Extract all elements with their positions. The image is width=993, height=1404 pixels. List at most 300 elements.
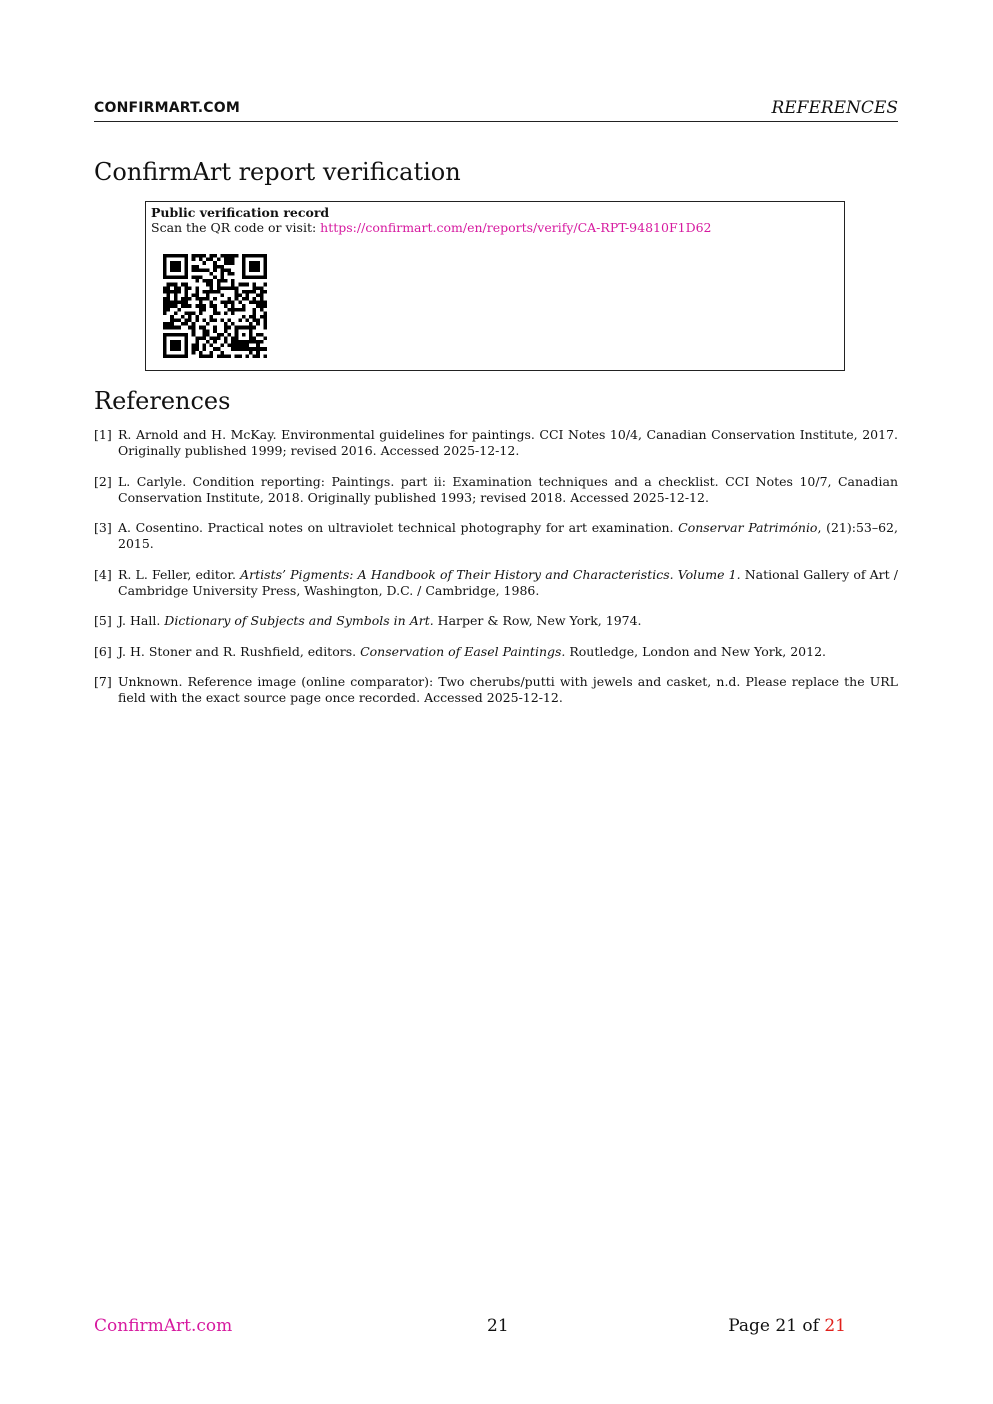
qr-module: [188, 297, 192, 301]
reference-text: Unknown. Reference image (online comparator): Two cherubs/putti with jewels and casket, n.d. Please replace the URL field with the exact source page once recorded. Accessed 2025-12-12.: [118, 674, 898, 705]
qr-module: [195, 297, 199, 301]
qr-module: [202, 254, 206, 258]
qr-module: [174, 265, 178, 269]
qr-module: [174, 268, 178, 272]
qr-module: [199, 254, 203, 258]
qr-module: [263, 347, 267, 351]
qr-module: [242, 272, 246, 276]
qr-module: [245, 344, 249, 348]
qr-module: [238, 326, 242, 330]
qr-module: [188, 304, 192, 308]
qr-module: [163, 265, 167, 269]
qr-module: [170, 283, 174, 287]
qr-module: [167, 354, 171, 358]
qr-module: [163, 351, 167, 355]
qr-module: [238, 293, 242, 297]
qr-module: [245, 297, 249, 301]
reference-item: [94, 644, 898, 660]
reference-title: Dictionary of Subjects and Symbols in Art.: [164, 613, 434, 628]
qr-module: [170, 265, 174, 269]
qr-module: [206, 297, 210, 301]
qr-module: [177, 268, 181, 272]
reference-text: L. Carlyle. Condition reporting: Paintings. part ii: Examination techniques and a checklist. CCI Notes 10/7, Canadian Conservation Institute, 2018. Originally published 1993; revised 2018. Accessed 2025-12-12.: [118, 473, 898, 505]
qr-module: [192, 258, 196, 262]
qr-module: [245, 326, 249, 330]
qr-module: [235, 340, 239, 344]
qr-module: [181, 297, 185, 301]
qr-module: [217, 286, 221, 290]
qr-module: [210, 290, 214, 294]
qr-module: [231, 344, 235, 348]
qr-module: [192, 347, 196, 351]
qr-module: [210, 315, 214, 319]
qr-module: [185, 344, 189, 348]
qr-module: [256, 333, 260, 337]
qr-module: [174, 326, 178, 330]
reference-text-tail: , (21):53–62, 2015.: [118, 520, 898, 551]
qr-module: [245, 347, 249, 351]
reference-number: [3]: [94, 520, 112, 535]
qr-module: [256, 351, 260, 355]
qr-module: [177, 265, 181, 269]
qr-module: [263, 319, 267, 323]
qr-module: [220, 333, 224, 337]
qr-module: [228, 286, 232, 290]
qr-module: [253, 290, 257, 294]
qr-module: [245, 354, 249, 358]
qr-module: [217, 283, 221, 287]
qr-module: [206, 354, 210, 358]
qr-module: [195, 293, 199, 297]
qr-module: [263, 276, 267, 280]
qr-module: [181, 283, 185, 287]
qr-module: [185, 286, 189, 290]
qr-module: [245, 283, 249, 287]
qr-module: [185, 268, 189, 272]
reference-number: [5]: [94, 613, 112, 628]
qr-module: [163, 290, 167, 294]
qr-module: [167, 283, 171, 287]
qr-module: [260, 297, 264, 301]
qr-module: [235, 333, 239, 337]
qr-module: [224, 326, 228, 330]
qr-module: [170, 315, 174, 319]
qr-module: [213, 297, 217, 301]
qr-module: [192, 326, 196, 330]
qr-module: [177, 333, 181, 337]
qr-module: [181, 276, 185, 280]
reference-number: [4]: [94, 566, 112, 582]
qr-module: [256, 268, 260, 272]
qr-module: [213, 311, 217, 315]
qr-module: [213, 268, 217, 272]
qr-module: [213, 265, 217, 269]
qr-module: [213, 340, 217, 344]
qr-module: [206, 340, 210, 344]
qr-module: [224, 304, 228, 308]
qr-module: [235, 347, 239, 351]
qr-module: [213, 336, 217, 340]
qr-module: [195, 347, 199, 351]
qr-module: [228, 308, 232, 312]
qr-module: [192, 351, 196, 355]
qr-module: [174, 354, 178, 358]
qr-module: [206, 329, 210, 333]
qr-module: [181, 304, 185, 308]
qr-module: [163, 354, 167, 358]
qr-module: [185, 347, 189, 351]
qr-module: [231, 304, 235, 308]
qr-module: [170, 268, 174, 272]
qr-module: [174, 304, 178, 308]
qr-module: [220, 286, 224, 290]
qr-module: [199, 351, 203, 355]
reference-number: [6]: [94, 643, 112, 659]
qr-module: [245, 293, 249, 297]
qr-module: [185, 351, 189, 355]
qr-module: [249, 322, 253, 326]
qr-module: [256, 354, 260, 358]
qr-module: [206, 268, 210, 272]
qr-module: [174, 261, 178, 265]
qr-module: [185, 276, 189, 280]
verification-box-heading: Public verification record: [151, 205, 330, 220]
reference-title: Conservation of Easel Paintings.: [360, 643, 566, 659]
qr-module: [202, 304, 206, 308]
reference-text: R. L. Feller, editor.: [118, 566, 241, 582]
qr-module: [238, 283, 242, 287]
qr-module: [185, 311, 189, 315]
qr-module: [263, 254, 267, 258]
qr-module: [163, 272, 167, 276]
qr-module: [210, 301, 214, 305]
qr-module: [228, 254, 232, 258]
qr-module: [199, 311, 203, 315]
qr-module: [224, 258, 228, 262]
qr-module: [195, 304, 199, 308]
qr-module: [217, 265, 221, 269]
qr-module: [167, 276, 171, 280]
qr-module: [256, 347, 260, 351]
qr-module: [253, 268, 257, 272]
qr-module: [245, 319, 249, 323]
qr-module: [206, 279, 210, 283]
qr-module: [242, 283, 246, 287]
qr-module: [163, 308, 167, 312]
qr-module: [185, 354, 189, 358]
qr-module: [167, 308, 171, 312]
qr-module: [256, 293, 260, 297]
verification-link[interactable]: https://confirmart.com/en/reports/verify/CA-RPT-94810F1D62: [320, 220, 712, 235]
qr-module: [181, 301, 185, 305]
qr-module: [224, 261, 228, 265]
qr-module: [206, 293, 210, 297]
qr-module: [256, 254, 260, 258]
qr-module: [210, 272, 214, 276]
qr-module: [228, 268, 232, 272]
qr-module: [249, 326, 253, 330]
references-title: References: [94, 387, 231, 415]
qr-module: [170, 322, 174, 326]
qr-module: [210, 283, 214, 287]
qr-module: [231, 283, 235, 287]
qr-module: [170, 261, 174, 265]
qr-module: [195, 265, 199, 269]
qr-module: [238, 301, 242, 305]
qr-module: [228, 261, 232, 265]
qr-module: [210, 336, 214, 340]
qr-module: [253, 261, 257, 265]
qr-module: [202, 261, 206, 265]
qr-module: [242, 268, 246, 272]
qr-module: [185, 333, 189, 337]
qr-module: [202, 329, 206, 333]
qr-module: [206, 258, 210, 262]
qr-module: [224, 286, 228, 290]
qr-module: [163, 344, 167, 348]
qr-module: [224, 254, 228, 258]
qr-module: [260, 293, 264, 297]
qr-module: [235, 336, 239, 340]
qr-module: [256, 304, 260, 308]
footer-site-link[interactable]: ConfirmArt.com: [94, 1316, 233, 1336]
qr-module: [213, 329, 217, 333]
qr-module: [202, 319, 206, 323]
qr-module: [206, 322, 210, 326]
qr-module: [185, 283, 189, 287]
qr-module: [238, 344, 242, 348]
qr-module: [220, 351, 224, 355]
qr-module: [231, 254, 235, 258]
qr-module: [249, 329, 253, 333]
qr-module: [249, 351, 253, 355]
qr-module: [253, 297, 257, 301]
qr-module: [253, 354, 257, 358]
qr-module: [170, 333, 174, 337]
qr-module: [181, 254, 185, 258]
qr-module: [253, 254, 257, 258]
qr-module: [263, 272, 267, 276]
qr-module: [253, 336, 257, 340]
qr-module: [192, 293, 196, 297]
qr-module: [177, 290, 181, 294]
qr-module: [210, 319, 214, 323]
qr-module: [170, 319, 174, 323]
qr-module: [163, 301, 167, 305]
qr-module: [185, 261, 189, 265]
reference-text-tail: Harper & Row, New York, 1974.: [433, 613, 642, 628]
qr-module: [206, 290, 210, 294]
qr-module: [235, 290, 239, 294]
qr-module: [188, 315, 192, 319]
qr-module: [235, 326, 239, 330]
qr-module: [167, 290, 171, 294]
qr-module: [177, 261, 181, 265]
qr-module: [213, 308, 217, 312]
qr-module: [231, 322, 235, 326]
qr-module: [177, 319, 181, 323]
qr-module: [185, 301, 189, 305]
qr-module: [256, 322, 260, 326]
qr-module: [195, 279, 199, 283]
qr-module: [199, 308, 203, 312]
footer-page-count: [728, 1316, 846, 1336]
qr-module: [263, 322, 267, 326]
verification-title: ConfirmArt report verification: [94, 158, 461, 186]
qr-module: [210, 354, 214, 358]
qr-module: [199, 326, 203, 330]
qr-module: [260, 254, 264, 258]
qr-module: [167, 326, 171, 330]
qr-module: [195, 315, 199, 319]
qr-module: [249, 336, 253, 340]
qr-module: [260, 276, 264, 280]
qr-module: [263, 336, 267, 340]
qr-module: [249, 333, 253, 337]
qr-module: [242, 297, 246, 301]
qr-module: [260, 347, 264, 351]
qr-module: [188, 311, 192, 315]
qr-module: [260, 301, 264, 305]
qr-module: [263, 304, 267, 308]
qr-module: [249, 301, 253, 305]
qr-module: [202, 268, 206, 272]
qr-module: [174, 347, 178, 351]
qr-module: [192, 276, 196, 280]
reference-title: Conservar Património: [678, 520, 818, 535]
qr-module: [163, 333, 167, 337]
qr-module: [231, 258, 235, 262]
qr-module: [253, 286, 257, 290]
qr-module: [202, 354, 206, 358]
qr-module: [253, 319, 257, 323]
qr-module: [238, 347, 242, 351]
qr-module: [185, 290, 189, 294]
qr-module: [224, 268, 228, 272]
qr-module: [217, 279, 221, 283]
reference-item: [94, 613, 898, 629]
qr-module: [220, 344, 224, 348]
qr-module: [253, 347, 257, 351]
qr-module: [210, 344, 214, 348]
qr-module: [217, 347, 221, 351]
qr-module: [202, 326, 206, 330]
qr-module: [263, 315, 267, 319]
qr-module: [195, 254, 199, 258]
qr-module: [210, 304, 214, 308]
qr-module: [181, 322, 185, 326]
qr-module: [210, 279, 214, 283]
qr-module: [263, 311, 267, 315]
qr-module: [170, 304, 174, 308]
qr-module: [245, 276, 249, 280]
qr-module: [228, 333, 232, 337]
qr-module: [192, 333, 196, 337]
qr-module: [199, 336, 203, 340]
qr-module: [249, 340, 253, 344]
qr-module: [192, 311, 196, 315]
reference-text: J. H. Stoner and R. Rushfield, editors.: [118, 643, 361, 659]
qr-module: [231, 261, 235, 265]
qr-module: [238, 319, 242, 323]
qr-module: [170, 301, 174, 305]
qr-module: [231, 347, 235, 351]
header-section-title: REFERENCES: [771, 98, 898, 118]
qr-module: [231, 286, 235, 290]
qr-module: [242, 290, 246, 294]
qr-module: [206, 283, 210, 287]
qr-module: [224, 329, 228, 333]
qr-module: [245, 340, 249, 344]
qr-module: [199, 276, 203, 280]
qr-module: [170, 340, 174, 344]
qr-module: [195, 290, 199, 294]
qr-module: [199, 354, 203, 358]
qr-module: [174, 297, 178, 301]
qr-module: [235, 297, 239, 301]
verification-scan-line: [151, 220, 839, 236]
qr-module: [210, 254, 214, 258]
qr-module: [199, 268, 203, 272]
qr-module: [163, 286, 167, 290]
qr-module: [202, 279, 206, 283]
reference-item: [94, 674, 898, 706]
reference-number: [2]: [94, 473, 112, 489]
qr-module: [242, 315, 246, 319]
qr-module: [238, 308, 242, 312]
qr-module: [220, 293, 224, 297]
qr-module: [188, 326, 192, 330]
reference-number: [1]: [94, 427, 112, 442]
reference-text: R. Arnold and H. McKay. Environmental guidelines for paintings. CCI Notes 10/4, Canadian Conservation Institute, 2017. Originally published 1999; revised 2016. Accessed 2025-12-12.: [118, 427, 898, 458]
qr-module: [217, 290, 221, 294]
reference-item: [94, 567, 898, 599]
qr-module: [210, 258, 214, 262]
qr-module: [213, 326, 217, 330]
qr-module: [170, 290, 174, 294]
qr-module: [167, 304, 171, 308]
qr-module: [256, 340, 260, 344]
qr-module: [163, 322, 167, 326]
qr-module: [256, 276, 260, 280]
qr-module: [163, 336, 167, 340]
qr-module: [235, 329, 239, 333]
qr-module: [263, 290, 267, 294]
qr-module: [174, 301, 178, 305]
qr-module: [202, 290, 206, 294]
qr-module: [224, 354, 228, 358]
qr-module: [185, 297, 189, 301]
qr-module: [170, 276, 174, 280]
qr-module: [228, 301, 232, 305]
qr-module: [253, 315, 257, 319]
qr-module: [192, 329, 196, 333]
qr-module: [224, 336, 228, 340]
qr-module: [260, 290, 264, 294]
reference-title: Artists’ Pigments: A Handbook of Their History and Characteristics. Volume 1.: [240, 566, 741, 582]
qr-module: [177, 286, 181, 290]
qr-module: [177, 354, 181, 358]
qr-module: [177, 276, 181, 280]
qr-module: [253, 326, 257, 330]
qr-module: [235, 308, 239, 312]
qr-module: [185, 322, 189, 326]
qr-module: [174, 293, 178, 297]
qr-module: [199, 304, 203, 308]
footer-page-total[interactable]: 21: [824, 1316, 846, 1336]
qr-module: [220, 276, 224, 280]
qr-module: [217, 333, 221, 337]
